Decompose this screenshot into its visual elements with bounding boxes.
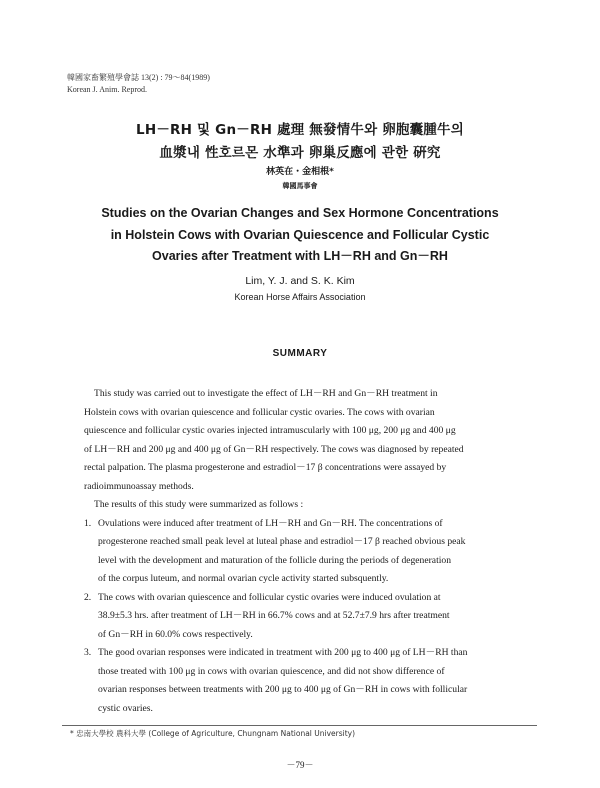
abstract-line: Holstein cows with ovarian quiescence and follicular cystic ovaries. The cows with ovarian xyxy=(84,406,435,418)
result-number: 2. xyxy=(84,591,92,603)
abstract-line: quiescence and follicular cystic ovaries injected intramuscularly with 100 μg, 200 μg and 400 μg xyxy=(84,425,456,436)
summary-body xyxy=(84,385,528,718)
result-item-2 xyxy=(84,589,528,645)
english-title-line-2: in Holstein Cows with Ovarian Quiescence and Follicular Cystic xyxy=(110,227,490,242)
footnote: * 忠南大學校 農科大學 (College of Agriculture, Chungnam National University) xyxy=(70,729,356,738)
results-intro-paragraph xyxy=(84,496,528,515)
journal-citation-korean: 韓國家畜繁殖學會誌 13(2) : 79～84(1989) xyxy=(67,73,210,82)
result-number: 3. xyxy=(84,647,92,658)
result-line: The cows with ovarian quiescence and follicular cystic ovaries were induced ovulation at xyxy=(98,591,441,603)
result-line: cystic ovaries. xyxy=(98,702,153,714)
korean-affiliation: 韓國馬事會 xyxy=(282,182,318,190)
abstract-line: radioimmunoassay methods. xyxy=(84,480,194,492)
page-number: －79－ xyxy=(286,760,314,770)
result-line: ovarian responses between treatments with 200 μg to 400 μg of Gn－RH in cows with follicular xyxy=(98,684,468,695)
korean-title-line-2: 血漿내 性호르몬 水準과 卵巢反應에 관한 硏究 xyxy=(159,145,441,161)
result-line: of Gn－RH in 60.0% cows respectively. xyxy=(98,628,253,640)
english-affiliation: Korean Horse Affairs Association xyxy=(234,292,366,302)
journal-citation-english: Korean J. Anim. Reprod. xyxy=(67,85,147,94)
result-item-3 xyxy=(84,644,528,718)
result-line: of the corpus luteum, and normal ovarian cycle activity started subsquently. xyxy=(98,573,389,584)
abstract-line: of LH－RH and 200 μg and 400 μg of Gn－RH respectively. The cows was diagnosed by repeated xyxy=(84,443,464,455)
journal-citation xyxy=(67,72,210,96)
english-title xyxy=(0,203,600,268)
footnote-divider xyxy=(62,725,537,726)
english-authors: Lim, Y. J. and S. K. Kim xyxy=(245,275,355,287)
abstract-line: rectal palpation. The plasma progesterone and estradiol－17 β concentrations were assayed by xyxy=(84,462,447,473)
english-title-line-3: Ovaries after Treatment with LH－RH and Gn－RH xyxy=(152,249,448,263)
english-title-line-1: Studies on the Ovarian Changes and Sex Hormone Concentrations xyxy=(101,206,499,220)
korean-title-line-1: LH－RH 및 Gn－RH 處理 無發情牛와 卵胞囊腫牛의 xyxy=(136,122,464,138)
result-item-1 xyxy=(84,515,528,589)
result-line: 38.9±5.3 hrs. after treatment of LH－RH in 66.7% cows and at 52.7±7.9 hrs after treatment xyxy=(98,610,450,621)
results-intro: The results of this study were summarized as follows : xyxy=(94,499,304,510)
result-number: 1. xyxy=(84,517,92,529)
abstract-line: This study was carried out to investigate the effect of LH－RH and Gn－RH treatment in xyxy=(94,388,438,399)
korean-authors: 林英在・金相根* xyxy=(266,167,334,177)
result-line: progesterone reached small peak level at luteal phase and estradiol－17 β reached obvious peak xyxy=(98,536,466,547)
result-line: those treated with 100 μg in cows with ovarian quiescence, and did not show difference of xyxy=(98,665,445,677)
summary-heading: SUMMARY xyxy=(272,348,328,359)
result-line: The good ovarian responses were indicated in treatment with 200 μg to 400 μg of LH－RH than xyxy=(98,647,468,658)
abstract-paragraph xyxy=(84,385,528,496)
result-line: level with the development and maturation of the follicle during the periods of degeneration xyxy=(98,554,451,566)
result-line: Ovulations were induced after treatment of LH－RH and Gn－RH. The concentrations of xyxy=(98,517,443,529)
